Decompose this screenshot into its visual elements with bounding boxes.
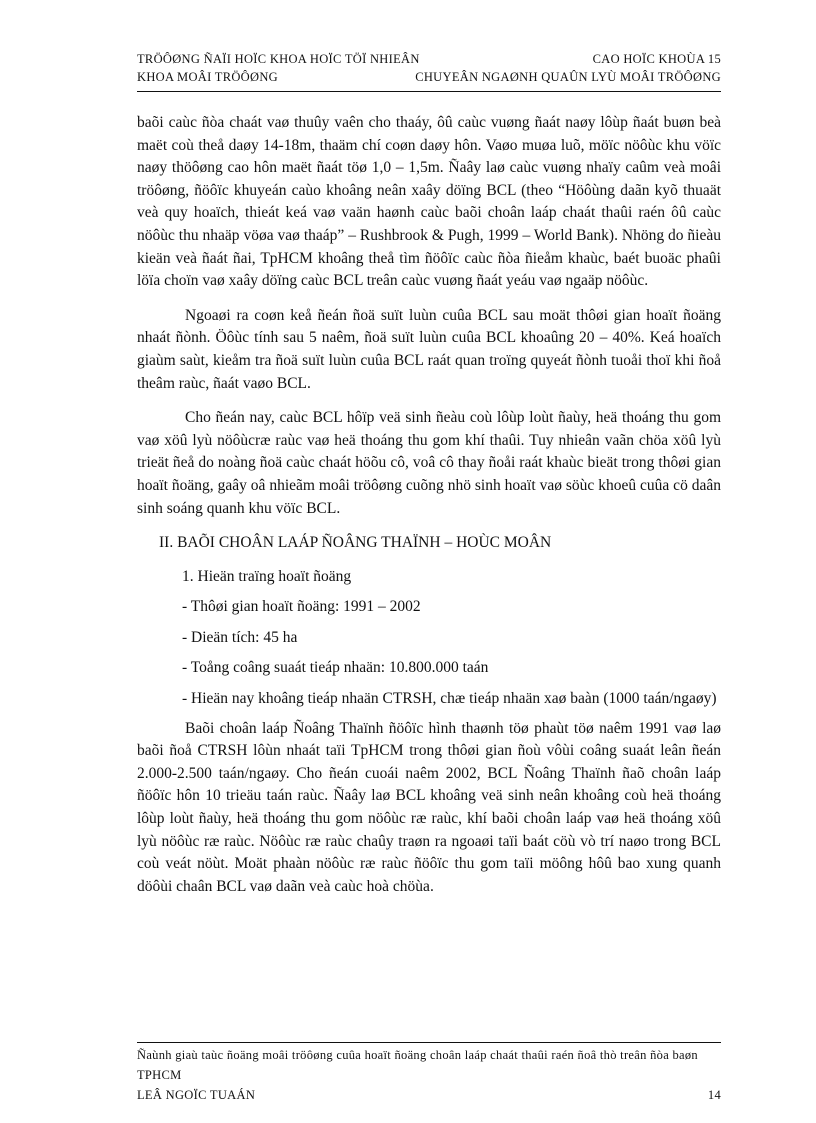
footer-row-1: [137, 1045, 721, 1085]
header-row-2: [137, 68, 721, 86]
list-item: - Hieän nay khoâng tieáp nhaän CTRSH, chæ tieáp nhaän xaø baàn (1000 taán/ngaøy): [182, 690, 717, 708]
list-item: - Dieän tích: 45 ha: [182, 628, 298, 646]
page-header: [137, 50, 721, 86]
subsection-heading: 1. Hieän traïng hoaït ñoäng: [182, 567, 352, 585]
page-footer: [137, 1045, 721, 1105]
thesis-title: Ñaùnh giaù taùc ñoäng moâi tröôøng cuûa hoaït ñoäng choân laáp chaát thaûi raén ñoâ thò treân ñòa baøn TPHCM: [137, 1048, 698, 1082]
faculty-name: KHOA MOÂI TRÖÔØNG: [137, 70, 278, 84]
page-number: 14: [707, 1088, 721, 1102]
paragraph-4: Baõi choân laáp Ñoâng Thaïnh ñöôïc hình thaønh töø phaùt töø naêm 1991 vaø laø baõi ñoå CTRSH lôùn nhaát taïi TpHCM trong thôøi gian ñoù vôùi coâng suaát leân ñeán 2.000-2.500 taán/ngaøy. Cho ñeán cuoái naêm 2002, BCL Ñoâng Thaïnh ñaõ choân laáp ñöôïc hôn 10 trieäu taán raùc. Ñaây laø BCL khoâng veä sinh neân khoâng coù heä thoáng lôùp loùt ñaùy, heä thoáng thu gom nöôùc ræ raùc, khí baõi choân laáp vaø heä thoáng xöû lyù nöôùc ræ raùc. Nöôùc ræ raùc chaûy traøn ra ngoaøi taïi baát cöù vò trí naøo trong BCL coù veát nöùt. Moät phaàn nöôùc ræ raùc ñöôïc thu gom taïi möông hôû bao xung quanh döôùi chaân BCL vaø daãn veà caùc hoà chöùa.: [137, 719, 721, 895]
paragraph-1: baõi caùc ñòa chaát vaø thuûy vaên cho thaáy, ôû caùc vuøng ñaát naøy lôùp ñaát buøn beà maët coù theå daøy 14-18m, thaäm chí coøn daøy hôn. Vaøo muøa luõ, möïc nöôùc khu vöïc naøy thöôøng cao hôn maët ñaát töø 1,0 – 1,5m. Ñaây laø caùc vuøng nhaïy caûm veà moâi tröôøng, ñöôïc khuyeán caùo khoâng neân xaây döïng BCL (theo “Höôùng daãn kyõ thuaät veà quy hoaïch, thieát keá vaø vaän haønh caùc baõi choân laáp chaát thaûi raén ôû caùc nöôùc thu nhaäp vöøa vaø thaáp” – Rushbrook & Pugh, 1999 – World Bank). Nhöng do ñieàu kieän veà ñaát ñai, TpHCM khoâng theå tìm ñöôïc caùc ñòa ñieåm khaùc, baét buoäc phaûi löïa choïn vaø xaây döïng caùc BCL treân caùc vuøng ñaát yeáu vaø ngaäp nöôùc.: [137, 114, 721, 290]
page-body: [137, 112, 721, 898]
list-item: - Thôøi gian hoaït ñoäng: 1991 – 2002: [182, 598, 421, 616]
major-name: CHUYEÂN NGAØNH QUAÛN LYÙ MOÂI TRÖÔØNG: [415, 70, 721, 84]
paragraph-3: Cho ñeán nay, caùc BCL hôïp veä sinh ñeàu coù lôùp loùt ñaùy, heä thoáng thu gom vaø xöû lyù nöôùcræ raùc vaø heä thoáng thu gom khí thaûi. Tuy nhieân vaãn chöa xöû lyù trieät ñeå do noàng ñoä caùc chaát höõu cô, voâ cô thay ñoåi raát khaùc bieät trong thôøi gian hoaït ñoäng, gaây oâ nhieãm moâi tröôøng cuõng nhö sinh hoaït vaø söùc khoeû cuûa cö daân sinh soáng quanh khu vöïc BCL.: [137, 409, 721, 517]
footer-row-2: [137, 1085, 721, 1105]
university-name: TRÖÔØNG ÑAÏI HOÏC KHOA HOÏC TÖÏ NHIEÂN: [137, 52, 420, 66]
paragraph-2: Ngoaøi ra coøn keå ñeán ñoä suït luùn cuûa BCL sau moät thôøi gian hoaït ñoäng nhaát ñònh. Öôùc tính sau 5 naêm, ñoä suït luùn cuûa BCL khoaûng 20 – 40%. Keá hoaïch giaùm saùt, kieåm tra ñoä suït luùn cuûa BCL raát quan troïng quyeát ñònh tuoåi thoï khi ñoå theâm raùc, ñaát vaøo BCL.: [137, 306, 721, 392]
header-divider: [137, 91, 721, 92]
list-item: - Toång coâng suaát tieáp nhaän: 10.800.000 taán: [182, 659, 489, 677]
course-name: CAO HOÏC KHOÙA 15: [592, 52, 721, 66]
header-row-1: [137, 50, 721, 68]
section-heading: II. BAÕI CHOÂN LAÁP ÑOÂNG THAÏNH – HOÙC MOÂN: [159, 534, 552, 552]
footer-divider: [137, 1042, 721, 1043]
author-name: LEÂ NGOÏC TUAÁN: [137, 1088, 256, 1102]
